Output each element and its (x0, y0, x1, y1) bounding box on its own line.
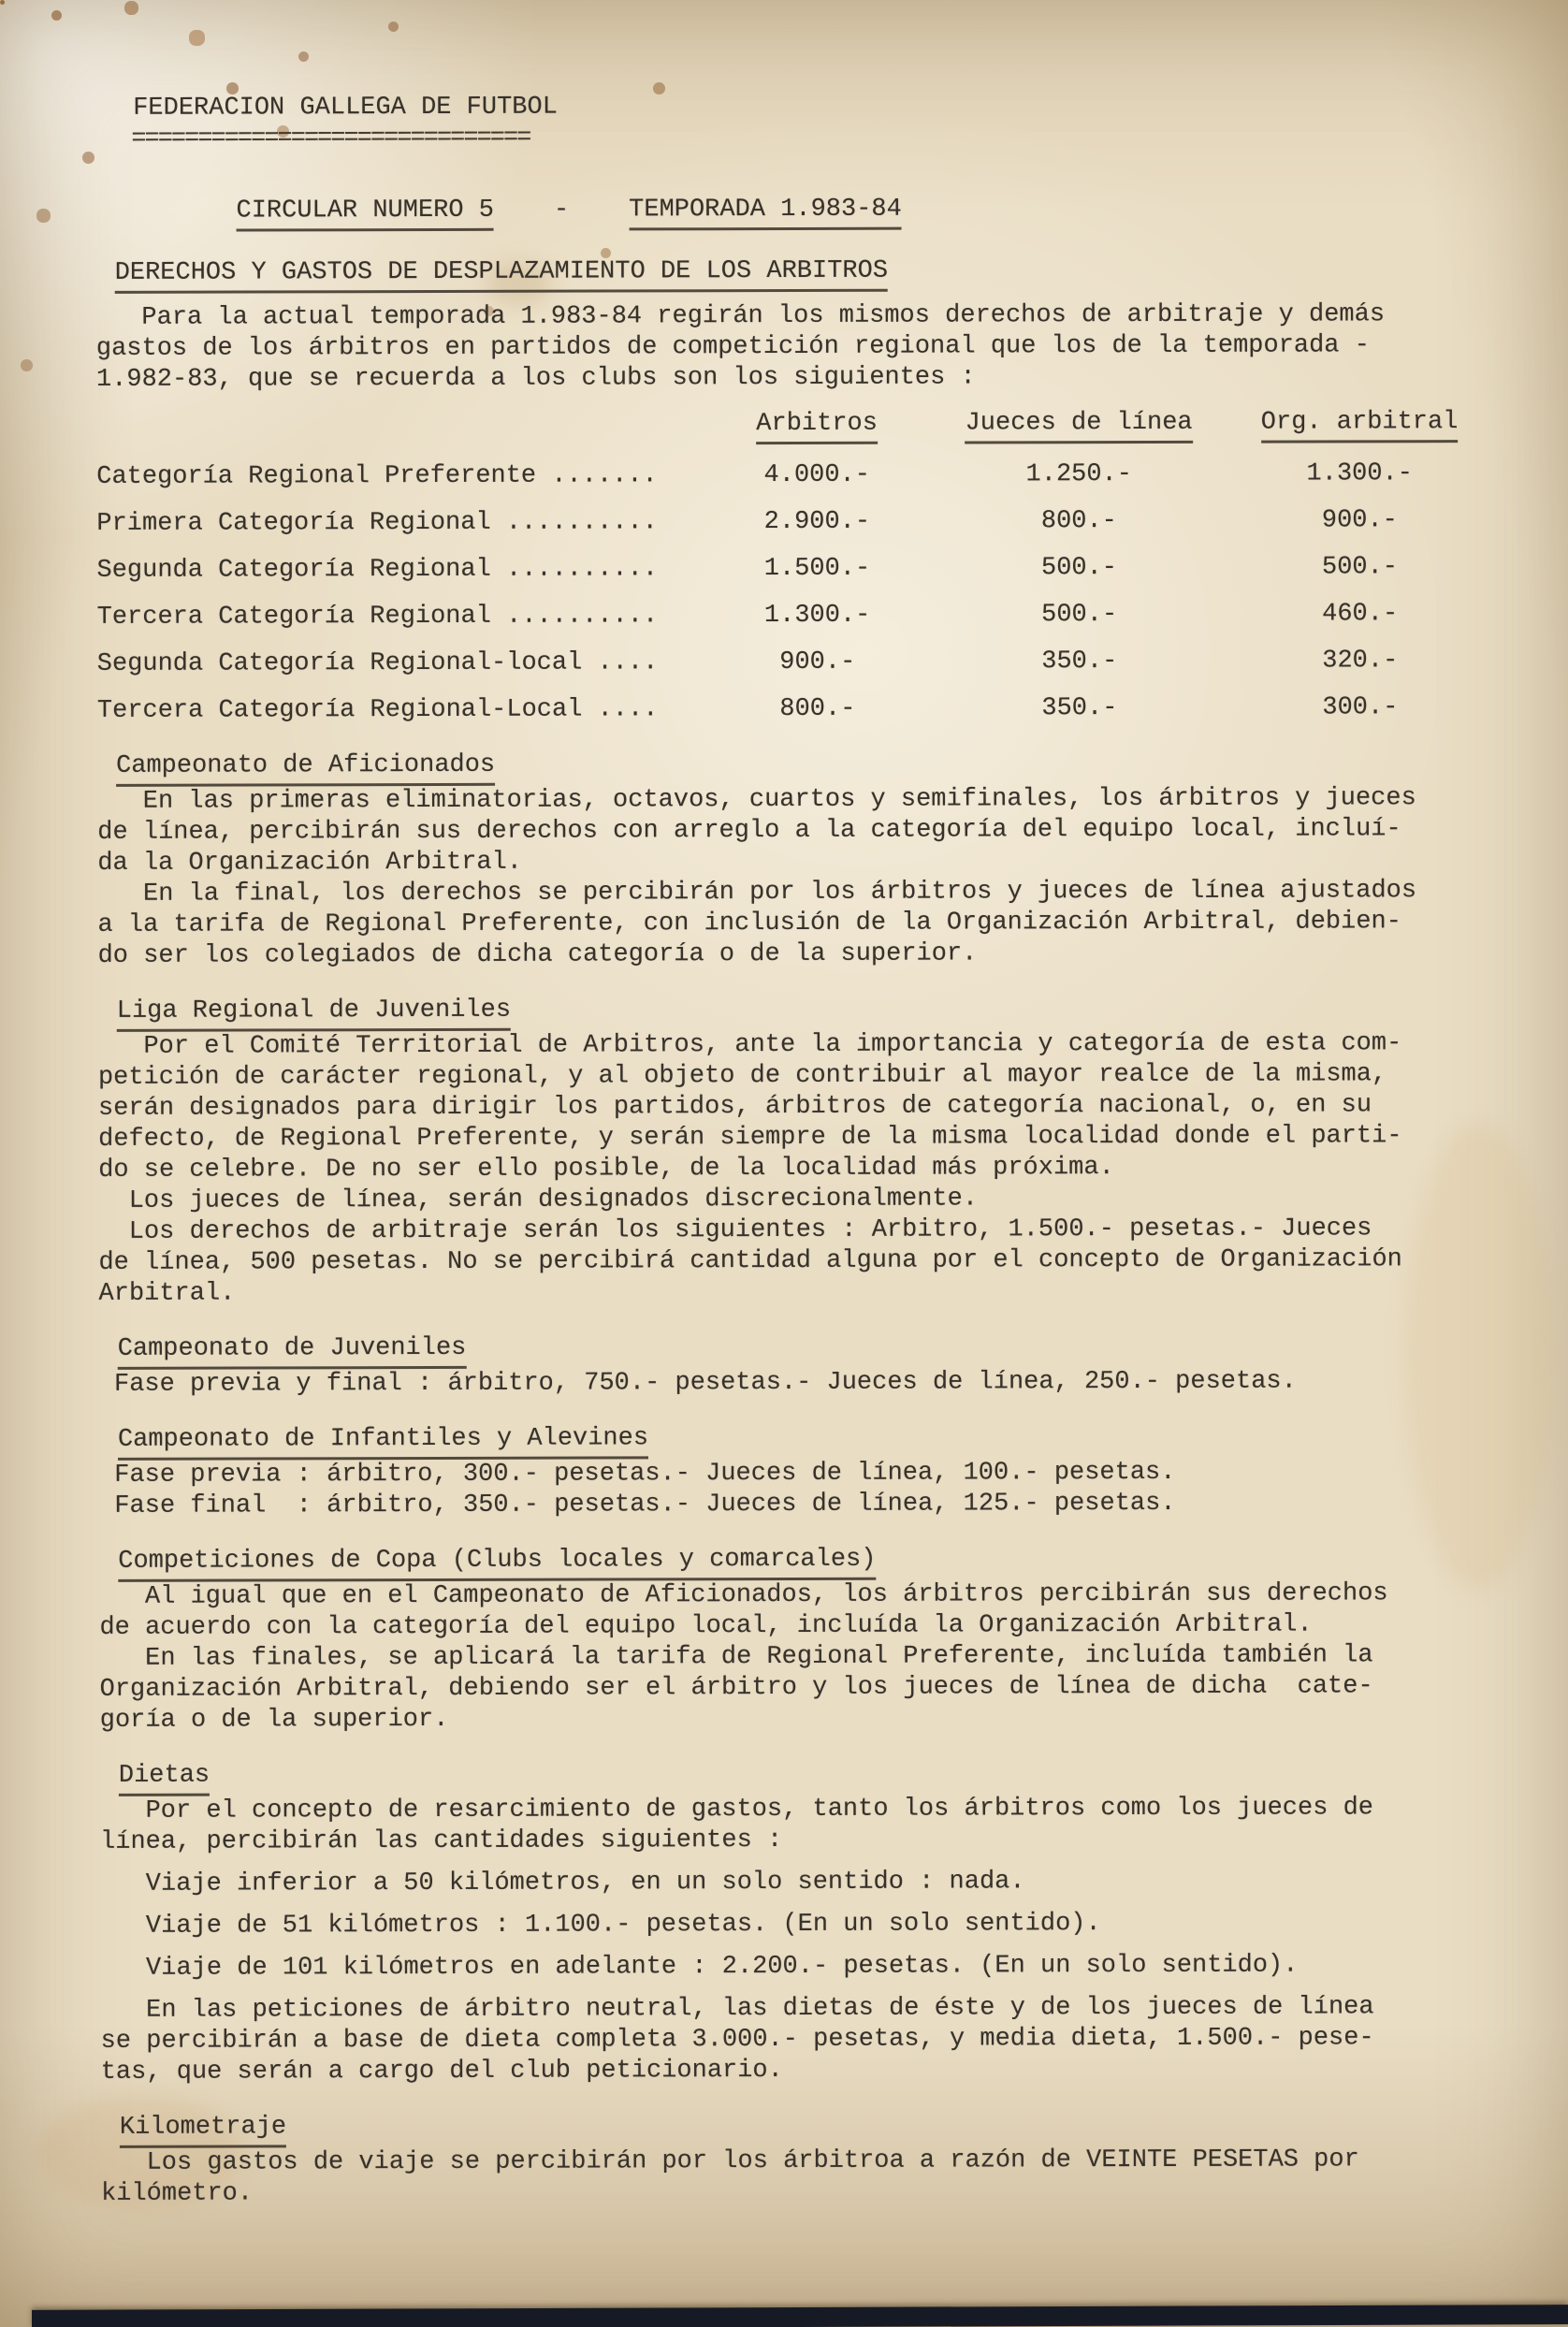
text-line: En la final, los derechos se percibirán por los árbitros y jueces de línea ajustados (97, 877, 1417, 909)
text-line: de acuerdo con la categoría del equipo local, incluída la Organización Arbitral. (99, 1610, 1313, 1642)
text-line: En las primeras eliminatorias, octavos, cuartos y semifinales, los árbitros y jueces (97, 784, 1416, 816)
section-heading: Liga Regional de Juveniles (117, 996, 511, 1032)
cell-jueces: 800.- (1040, 507, 1117, 536)
section (101, 2109, 1472, 2210)
paragraph (100, 1992, 1471, 2088)
cell-org: 460.- (1322, 600, 1399, 629)
paragraph (100, 1640, 1471, 1737)
row-category: Segunda Categoría Regional-local .... (96, 648, 659, 678)
text-line: Viaje inferior a 50 kilómetros, en un solo sentido : nada. (100, 1868, 1025, 1898)
paragraph (97, 876, 1468, 972)
column-header-label: Jueces de línea (965, 408, 1193, 444)
row-category: Segunda Categoría Regional .......... (96, 555, 659, 585)
paragraph (100, 1866, 1471, 1900)
text-line: Al igual que en el Campeonato de Aficionados, los árbitros percibirán sus derechos (99, 1579, 1388, 1611)
row-category: Primera Categoría Regional .......... (96, 508, 658, 538)
org-name: FEDERACION GALLEGA DE FUTBOL (133, 93, 558, 123)
text-line: serán designados para dirigir los partidos, árbitros de categoría nacional, o, en su (97, 1091, 1372, 1123)
section (98, 993, 1470, 1310)
section-heading: Campeonato de Infantiles y Alevines (118, 1423, 648, 1460)
cell-arbitros: 2.900.- (763, 507, 871, 537)
text-line: Fase previa : árbitro, 300.- pesetas.- Jueces de línea, 100.- pesetas. (98, 1458, 1176, 1490)
text-line: do se celebre. De no ser ello posible, de la localidad más próxima. (98, 1154, 1114, 1185)
section-heading: Campeonato de Aficionados (116, 750, 495, 787)
text-line: a la tarifa de Regional Preferente, con inclusión de la Organización Arbitral, debien- (97, 908, 1401, 939)
table-row (96, 552, 1467, 587)
column-header-arbitros (695, 409, 938, 445)
paragraph (99, 1366, 1470, 1401)
text-line: Fase previa y final : árbitro, 750.- pesetas.- Jueces de línea, 250.- pesetas. (98, 1367, 1297, 1399)
circular-title: CIRCULAR NUMERO 5 (236, 196, 494, 232)
text-line: da la Organización Arbitral. (97, 848, 523, 878)
text-line: goría o de la superior. (99, 1705, 449, 1735)
intro-paragraph (96, 299, 1467, 396)
section-heading: Campeonato de Juveniles (118, 1333, 467, 1370)
cell-org: 1.300.- (1306, 459, 1413, 488)
section (99, 1543, 1471, 1737)
section-heading: Competiciones de Copa (Clubs locales y comarcales) (118, 1545, 876, 1582)
subject-heading: DERECHOS Y GASTOS DE DESPLAZAMIENTO DE LOS ARBITROS (115, 256, 888, 294)
table-row (97, 599, 1468, 633)
text-line: Arbitral. (98, 1279, 236, 1308)
text-line: se percibirán a base de dieta completa 3.000.- pesetas, y media dieta, 1.500.- pese- (100, 2024, 1374, 2056)
season-title: TEMPORADA 1.983-84 (629, 195, 902, 231)
cell-jueces: 500.- (1040, 554, 1118, 583)
cell-arbitros: 1.300.- (763, 601, 871, 631)
text-line: línea, percibirán las cantidades siguientes : (100, 1826, 783, 1856)
row-category: Categoría Regional Preferente ....... (96, 461, 658, 491)
column-header-org (1219, 407, 1500, 444)
title-row (236, 193, 1466, 231)
text-line: En las peticiones de árbitro neutral, las dietas de éste y de los jueces de línea (100, 1993, 1374, 2025)
paragraph (100, 1950, 1471, 1985)
cell-arbitros: 1.500.- (763, 554, 871, 584)
section-heading: Dietas (119, 1761, 210, 1796)
fees-table-rows (96, 458, 1468, 727)
paragraph (98, 1214, 1469, 1310)
cell-jueces: 1.250.- (1025, 460, 1132, 489)
text-line: Viaje de 51 kilómetros : 1.100.- pesetas. (En un solo sentido). (100, 1910, 1101, 1941)
section-heading: Kilometraje (120, 2112, 286, 2147)
cell-arbitros: 800.- (779, 694, 856, 724)
section (99, 1421, 1470, 1522)
text-line: Los jueces de línea, serán designados discrecionalmente. (98, 1185, 979, 1215)
column-header-label: Arbitros (756, 409, 878, 444)
paragraph (100, 1908, 1471, 1942)
text-line: petición de carácter regional, y al objeto de contribuir al mayor realce de la misma, (97, 1060, 1387, 1092)
table-row (97, 646, 1468, 680)
cell-arbitros: 900.- (779, 647, 856, 677)
paragraph (100, 1793, 1471, 1858)
fees-table-header (96, 407, 1467, 446)
text-line: Por el Comité Territorial de Arbitros, ante la importancia y categoría de esta com- (97, 1029, 1402, 1061)
text-line: Organización Arbitral, debiendo ser el árbitro y los jueces de línea de dicha cate- (99, 1672, 1373, 1704)
text-line: Para la actual temporada 1.983-84 regirán los mismos derechos de arbitraje y demás (95, 300, 1386, 332)
text-line: Por el concepto de resarcimiento de gastos, tanto los árbitros como los jueces de (99, 1794, 1374, 1825)
cell-org: 320.- (1322, 647, 1399, 676)
cell-jueces: 350.- (1041, 647, 1118, 676)
text-line: gastos de los árbitros en partidos de competición regional que los de la temporada - (95, 331, 1370, 363)
cell-jueces: 350.- (1041, 694, 1118, 723)
row-category: Tercera Categoría Regional .......... (96, 602, 659, 632)
column-header-jueces (938, 408, 1219, 444)
fees-table (96, 407, 1468, 727)
text-line: tas, que serán a cargo del club peticionario. (100, 2057, 783, 2087)
table-row (96, 505, 1467, 540)
table-row (97, 692, 1468, 727)
paragraph (99, 1457, 1470, 1522)
text-line: Fase final : árbitro, 350.- pesetas.- Jueces de línea, 125.- pesetas. (99, 1489, 1176, 1520)
paragraph (99, 1578, 1470, 1644)
cell-org: 300.- (1322, 693, 1399, 722)
paragraph (101, 2145, 1472, 2210)
cell-arbitros: 4.000.- (763, 460, 870, 490)
org-underline: ============================== (131, 124, 530, 153)
column-header-spacer (96, 409, 695, 446)
text-line: En las finales, se aplicará la tarifa de Regional Preferente, incluída también la (99, 1641, 1373, 1673)
text-line: de línea, percibirán sus derechos con arreglo a la categoría del equipo local, incluí- (97, 815, 1401, 847)
section (97, 748, 1469, 972)
text-line: 1.982-83, que se recuerda a los clubs son los siguientes : (95, 363, 976, 394)
paragraph (98, 1028, 1469, 1186)
section (99, 1331, 1470, 1401)
section (100, 1757, 1472, 2088)
cell-org: 900.- (1321, 506, 1398, 535)
cell-jueces: 500.- (1041, 601, 1118, 630)
text-line: Los derechos de arbitraje serán los siguientes : Arbitro, 1.500.- pesetas.- Jueces (98, 1214, 1372, 1246)
title-separator: - (553, 196, 570, 225)
text-line: Los gastos de viaje se percibirán por los árbitroa a razón de VEINTE PESETAS por (100, 2145, 1359, 2177)
sections (97, 748, 1472, 2210)
table-row (96, 458, 1467, 493)
column-header-label: Org. arbitral (1261, 407, 1459, 444)
text-line: kilómetro. (101, 2179, 254, 2208)
row-category: Tercera Categoría Regional-Local .... (96, 695, 659, 725)
paragraph (97, 783, 1468, 880)
text-line: de línea, 500 pesetas. No se percibirá cantidad alguna por el concepto de Organización (98, 1245, 1402, 1277)
text-line: Viaje de 101 kilómetros en adelante : 2.200.- pesetas. (En un solo sentido). (100, 1951, 1299, 1983)
cell-org: 500.- (1321, 553, 1399, 582)
text-line: do ser los colegiados de dicha categoría o de la superior. (97, 939, 978, 970)
paragraph (98, 1183, 1469, 1217)
photo-edge (32, 2305, 1568, 2327)
text-line: defecto, de Regional Preferente, y serán siempre de la misma localidad donde el parti- (98, 1122, 1402, 1154)
